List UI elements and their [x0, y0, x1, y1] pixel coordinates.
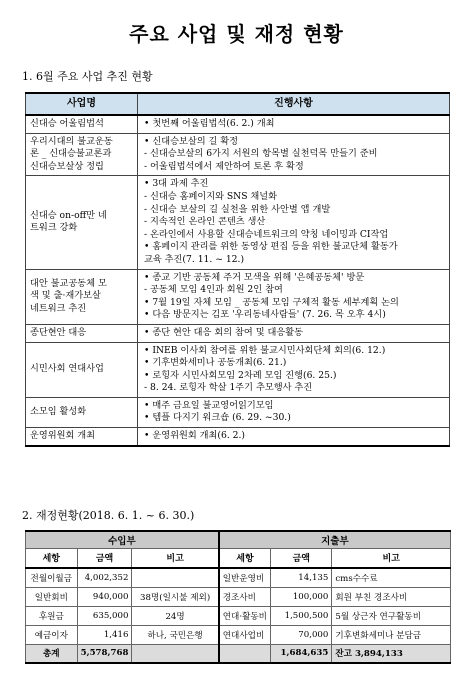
progress-list [144, 400, 445, 425]
expense-item: 일반운영비 [219, 568, 271, 587]
expense-note: 회원 부친 경조사비 [332, 587, 451, 606]
income-col-item: 세항 [26, 548, 78, 568]
expense-amount: 70,000 [271, 625, 332, 644]
expense-group-header: 지출부 [219, 531, 451, 548]
project-name-line: 신대승보살상 정립 [30, 160, 104, 172]
progress-item: • 템플 다지기 워크숍 (6. 29. ~30.) [144, 412, 291, 424]
project-name-line: 운영위원회 개최 [30, 430, 96, 442]
progress-list [144, 327, 445, 340]
progress-item: • 기후변화세미나 공동개최(6. 21.) [144, 357, 287, 369]
projects-table [25, 92, 450, 447]
expense-col-note: 비고 [332, 548, 451, 568]
project-name-line: 트워크 강화 [30, 222, 78, 234]
expense-note: 5월 상근자 연구활동비 [332, 606, 451, 625]
income-col-note: 비고 [132, 548, 219, 568]
project-name [26, 115, 138, 133]
project-progress [138, 133, 450, 176]
project-name-line: 종단현안 대응 [30, 326, 87, 338]
project-progress [138, 115, 450, 133]
project-name-line: 네트워크 추진 [30, 303, 87, 315]
project-name-line: 신대승 on-off만 네 [30, 209, 107, 221]
finance-body [26, 568, 451, 663]
income-item: 전월이월금 [26, 568, 78, 587]
project-name [26, 342, 138, 397]
expense-item: 경조사비 [219, 587, 271, 606]
project-name-line: 론 _ 신대승불교론과 [30, 148, 112, 160]
progress-item: - 공동체 모임 4인과 회원 2인 참여 [144, 284, 283, 296]
income-note: 38명(일시불 제외) [132, 587, 219, 606]
project-name-line: 소모임 활성화 [30, 406, 87, 418]
project-name-line: 신대승 어울림법석 [30, 118, 104, 129]
projects-header-row [26, 93, 450, 115]
expense-amount: 100,000 [271, 587, 332, 606]
finance-group-row [26, 531, 451, 548]
progress-list [144, 178, 445, 266]
expense-item: 연대·활동비 [219, 606, 271, 625]
project-progress [138, 269, 450, 324]
page-title: 주요 사업 및 재정 현황 [129, 22, 344, 46]
project-row [26, 324, 450, 342]
project-name [26, 133, 138, 176]
project-row [26, 133, 450, 176]
project-row [26, 342, 450, 397]
progress-list [144, 430, 445, 443]
progress-item: • 홈페이지 관리를 위한 동영상 편집 등을 위한 불교단체 활동가 [144, 241, 398, 253]
project-name [26, 397, 138, 427]
project-name [26, 324, 138, 342]
progress-item: 교육 추진(7. 11. ~ 12.) [144, 253, 245, 265]
project-name-line: 우리시대의 불교운동 [30, 135, 113, 147]
progress-item: • 매주 금요일 불교영어읽기모임 [144, 399, 274, 411]
project-progress [138, 324, 450, 342]
expense-item: 연대사업비 [219, 625, 271, 644]
finance-row [26, 606, 451, 625]
progress-item: • 첫번째 어울림법석(6. 2.) 개최 [144, 118, 275, 129]
section2-heading: 2. 재정현황(2018. 6. 1. ~ 6. 30.) [22, 509, 195, 522]
project-progress [138, 428, 450, 446]
income-amount: 1,416 [77, 625, 132, 644]
project-progress [138, 397, 450, 427]
progress-list [144, 118, 445, 131]
project-row [26, 176, 450, 269]
progress-item: - 어울림법석에서 제안하여 토론 후 확정 [144, 160, 304, 172]
project-name-line: 대안 불교공동체 모 [30, 277, 107, 289]
header-project-name: 사업명 [26, 93, 138, 115]
progress-item: - 온라인에서 사용할 신대승네트워크의 약칭 네이밍과 CI작업 [144, 228, 389, 240]
progress-item: • 종교 기반 공동체 주거 모색을 위해 '은혜공동체' 방문 [144, 271, 365, 283]
project-name-line: 색 및 출·재가보살 [30, 290, 101, 302]
project-name [26, 269, 138, 324]
progress-item: • 다음 방문지는 김포 '우리동네사람들' (7. 26. 목 오후 4시) [144, 309, 386, 321]
finance-total-row [26, 644, 451, 663]
expense-amount: 14,135 [271, 568, 332, 587]
progress-item: - 신대승 홈페이지와 SNS 채널화 [144, 190, 278, 202]
progress-item: • 7월 19일 자체 모임 _ 공동체 모임 구체적 활동 세부계획 논의 [144, 296, 399, 308]
income-amount: 4,002,352 [77, 568, 132, 587]
progress-item: • 3대 과제 추진 [144, 178, 209, 190]
income-note [132, 644, 219, 663]
expense-col-amount: 금액 [271, 548, 332, 568]
income-note: 24명 [132, 606, 219, 625]
income-amount: 940,000 [77, 587, 132, 606]
progress-item: • 로힝자 시민사회모임 2차례 모임 진행(6. 25.) [144, 369, 337, 381]
income-item: 총계 [26, 644, 78, 663]
income-note: 하나, 국민은행 [132, 625, 219, 644]
income-note [132, 568, 219, 587]
income-amount: 635,000 [77, 606, 132, 625]
finance-table [25, 530, 451, 664]
finance-row [26, 587, 451, 606]
progress-item: - 지속적인 온라인 콘텐츠 생산 [144, 216, 266, 228]
project-row [26, 269, 450, 324]
project-name [26, 176, 138, 269]
progress-item: • 종단 현안 대응 회의 참여 및 대응활동 [144, 326, 303, 338]
progress-item: • 운영위원회 개최(6. 2.) [144, 430, 246, 442]
progress-item: - 8. 24. 로힝자 학살 1주기 추모행사 추진 [144, 382, 313, 394]
progress-list [144, 345, 445, 395]
project-name-line: 시민사회 연대사업 [30, 363, 104, 375]
projects-body [26, 115, 450, 446]
section1-heading: 1. 6월 주요 사업 추진 현황 [22, 70, 153, 83]
income-item: 예금이자 [26, 625, 78, 644]
project-row [26, 115, 450, 133]
progress-item: - 신대승 보살의 길 실천을 위한 사안별 앱 개발 [144, 203, 331, 215]
progress-item: • INEB 이사회 참여를 위한 불교시민사회단체 회의(6. 12.) [144, 344, 386, 356]
expense-amount: 1,500,500 [271, 606, 332, 625]
expense-item [219, 644, 271, 663]
header-progress: 진행사항 [138, 93, 450, 115]
expense-note: 기후변화세미나 분담금 [332, 625, 451, 644]
project-progress [138, 342, 450, 397]
finance-row [26, 568, 451, 587]
project-progress [138, 176, 450, 269]
finance-column-row [26, 548, 451, 568]
expense-amount: 1,684,635 [271, 644, 332, 663]
expense-note: cms수수료 [332, 568, 451, 587]
income-amount: 5,578,768 [77, 644, 132, 663]
progress-item: - 신대승보살의 6가지 서원의 항목별 실천덕목 만들기 준비 [144, 148, 378, 160]
income-col-amount: 금액 [77, 548, 132, 568]
progress-item: • 신대승보살의 길 확정 [144, 135, 239, 147]
income-group-header: 수입부 [26, 531, 219, 548]
expense-note: 잔고 3,894,133 [332, 644, 451, 663]
income-item: 일반회비 [26, 587, 78, 606]
project-name [26, 428, 138, 446]
income-item: 후원금 [26, 606, 78, 625]
project-row [26, 428, 450, 446]
project-row [26, 397, 450, 427]
expense-col-item: 세항 [219, 548, 271, 568]
finance-row [26, 625, 451, 644]
progress-list [144, 272, 445, 322]
progress-list [144, 136, 445, 174]
